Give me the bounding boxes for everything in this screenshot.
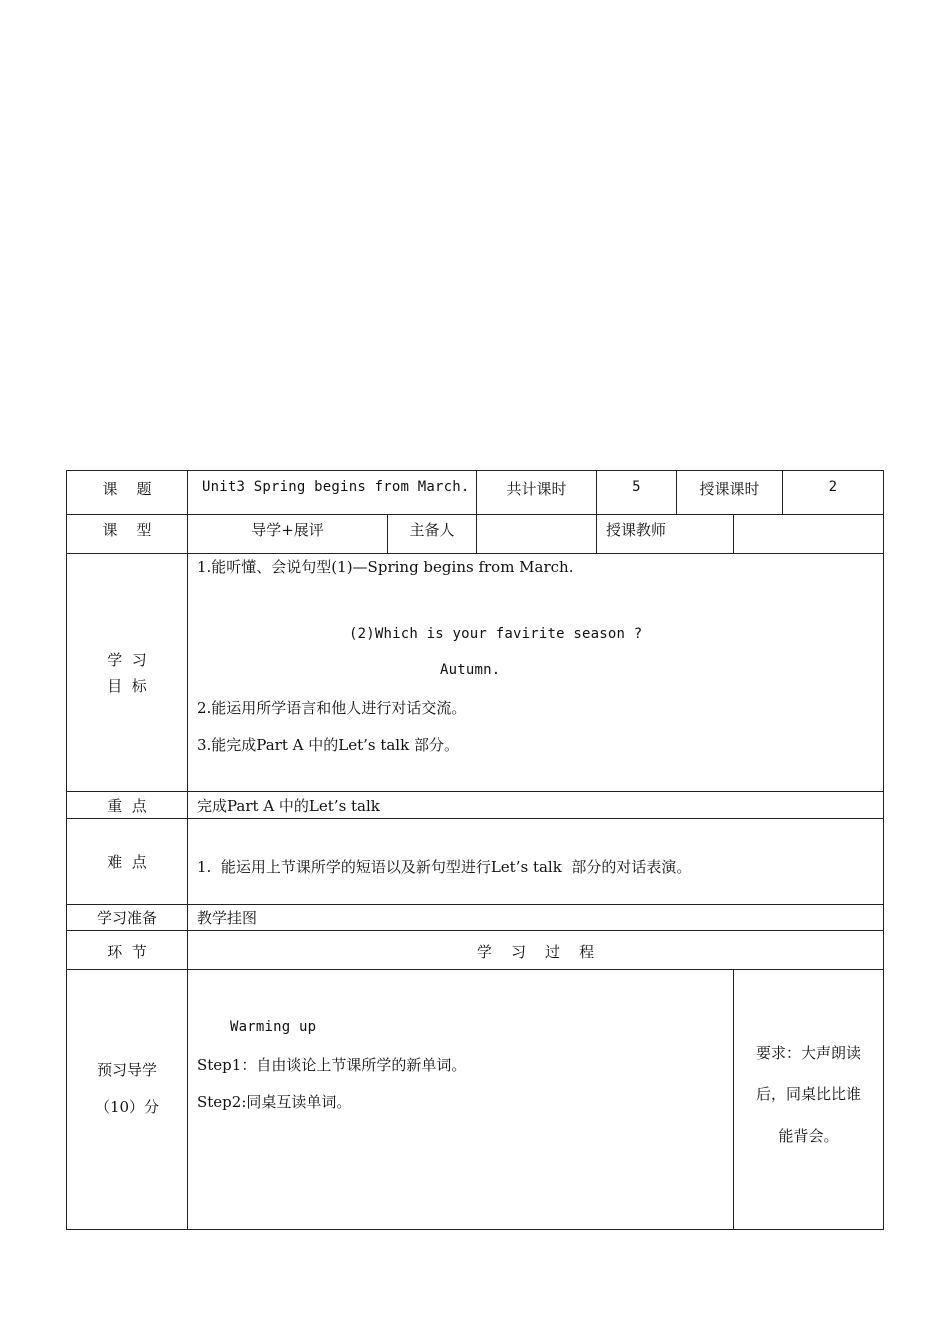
- row-key-point: [67, 791, 883, 819]
- total-hours-label-cell: [476, 471, 596, 514]
- process-title-cell: [187, 931, 883, 970]
- step2-text: Step2:同桌互读单词。: [197, 1093, 352, 1111]
- preparation-label: 学习准备: [96, 909, 157, 927]
- key-point-label: 重 点: [107, 797, 147, 815]
- difficulty-value-cell: [187, 819, 883, 905]
- topic-label-cell: [67, 471, 187, 514]
- requirement-line1: 要求：大声朗读: [755, 1044, 861, 1062]
- objective-item-1b: (2)Which is your favirite season ?: [349, 626, 643, 642]
- warming-up-text: Warming up: [230, 1019, 317, 1035]
- lesson-plan-table: [66, 470, 884, 1230]
- teacher-label-cell: [596, 515, 733, 554]
- row-difficulty: [67, 818, 883, 905]
- type-label: 课 型: [102, 521, 152, 539]
- requirement-line2: 后，同桌比比谁: [755, 1085, 861, 1103]
- process-label: 环 节: [107, 943, 147, 961]
- objectives-content-cell: [187, 554, 883, 792]
- difficulty-label: 难 点: [107, 853, 147, 871]
- step1-text: Step1：自由谈论上节课所学的新单词。: [197, 1056, 467, 1074]
- objectives-label-cell: [67, 554, 187, 792]
- type-label-cell: [67, 515, 187, 554]
- preparation-value: 教学挂图: [197, 909, 258, 927]
- preview-content-cell: [187, 970, 733, 1230]
- row-topic: [67, 471, 883, 514]
- requirement-line3: 能背会。: [778, 1127, 839, 1145]
- total-hours-value-cell: [596, 471, 676, 514]
- difficulty-label-cell: [67, 819, 187, 905]
- lesson-hour-value-cell: [782, 471, 883, 514]
- total-hours-label: 共计课时: [506, 480, 567, 498]
- row-preparation: [67, 904, 883, 931]
- topic-value-cell: [187, 471, 476, 514]
- process-label-cell: [67, 931, 187, 970]
- topic-value: Unit3 Spring begins from March.: [202, 479, 470, 495]
- row-preview: [67, 969, 883, 1230]
- preparer-label: 主备人: [409, 521, 455, 539]
- type-value-cell: [187, 515, 387, 554]
- key-point-label-cell: [67, 792, 187, 819]
- preview-label-line1: 预习导学: [96, 1061, 157, 1079]
- preparer-value-cell: [476, 515, 596, 554]
- preparation-value-cell: [187, 905, 883, 931]
- objectives-label-line1: 学 习: [107, 651, 147, 669]
- type-value: 导学+展评: [251, 521, 324, 539]
- preparer-label-cell: [387, 515, 476, 554]
- lesson-hour-value: 2: [828, 479, 838, 495]
- lesson-hour-label-cell: [676, 471, 782, 514]
- difficulty-value: 1. 能运用上节课所学的短语以及新句型进行Let’s talk 部分的对话表演。: [197, 858, 692, 876]
- key-point-value: 完成Part A 中的Let’s talk: [197, 797, 380, 815]
- objective-item-1: 1.能听懂、会说句型(1)—Spring begins from March.: [197, 558, 574, 576]
- row-objectives: [67, 553, 883, 792]
- row-type: [67, 514, 883, 554]
- topic-label: 课 题: [102, 480, 152, 498]
- teacher-value-cell: [733, 515, 883, 554]
- lesson-hour-label: 授课课时: [699, 480, 760, 498]
- process-title: 学 习 过 程: [476, 943, 595, 961]
- objective-item-2: 2.能运用所学语言和他人进行对话交流。: [197, 699, 467, 717]
- preparation-label-cell: [67, 905, 187, 931]
- row-process-header: [67, 930, 883, 970]
- key-point-value-cell: [187, 792, 883, 819]
- preview-requirement-cell: [733, 970, 883, 1230]
- preview-label-line2: （10）分: [94, 1098, 160, 1116]
- objective-item-3: 3.能完成Part A 中的Let’s talk 部分。: [197, 736, 459, 754]
- total-hours-value: 5: [632, 479, 641, 495]
- objective-item-1c: Autumn.: [440, 662, 501, 678]
- teacher-label: 授课教师: [606, 521, 667, 539]
- preview-label-cell: [67, 970, 187, 1230]
- objectives-label-line2: 目 标: [107, 677, 147, 695]
